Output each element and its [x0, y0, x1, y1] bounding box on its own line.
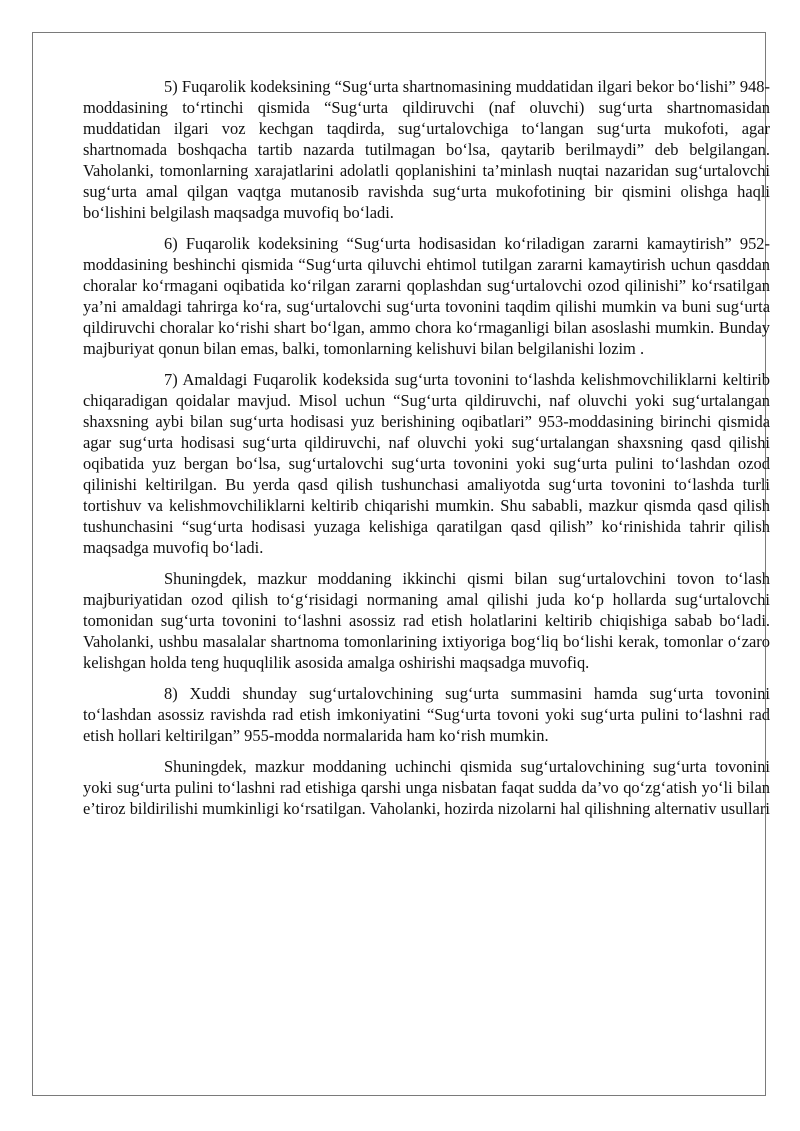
paragraph-item-7-continued: Shuningdek, mazkur moddaning ikkinchi qismi bilan sug‘urtalovchini tovon to‘lash majburiyatidan ozod qilish to‘g‘risidagi normaning amal qilishi juda ko‘p hollarda sug‘urtalovchi tomonidan sug‘urta tovonini to‘lashni asossiz rad etish holatlarini keltirib chiqishiga sabab bo‘ladi. Vaholanki, ushbu masalalar shartnoma tomonlarining ixtiyoriga bog‘liq bo‘lishi kerak, tomonlar o‘zaro kelishgan holda teng huquqlilik asosida amalga oshirishi maqsadga muvofiq.	[83, 569, 770, 672]
paragraph-item-7: 7) Amaldagi Fuqarolik kodeksida sug‘urta tovonini to‘lashda kelishmovchiliklarni keltirib chiqaradigan qoidalar mavjud. Misol uchun “Sug‘urta qildiruvchi, naf oluvchi yoki sug‘urtalangan shaxsning aybi bilan sug‘urta hodisasi yuz berishining oqibatlari” 953-moddasining birinchi qismida agar sug‘urta hodisasi sug‘urta qildiruvchi, naf oluvchi yoki sug‘urtalangan shaxsning qasd qilishi oqibatida yuz bergan bo‘lsa, sug‘urtalovchi sug‘urta tovonini yoki sug‘urta pulini to‘lashdan ozod qilinishi keltirilgan. Bu yerda qasd qilish tushunchasi amaliyotda sug‘urta tovonini to‘lashda turli tortishuv va kelishmovchiliklarni keltirib chiqarishi mumkin. Shu sababli, mazkur qismda qasd qilish tushunchasini “sug‘urta hodisasi yuzaga kelishiga qaratilgan qasd qilish” ko‘rinishida tahrir qilish maqsadga muvofiq bo‘ladi.	[83, 370, 770, 557]
document-body	[83, 76, 770, 819]
paragraph-item-8-continued: Shuningdek, mazkur moddaning uchinchi qismida sug‘urtalovchining sug‘urta tovonini yoki sug‘urta pulini to‘lashni rad etishiga qarshi unga nisbatan faqat sudda da’vo qo‘zg‘atish yo‘li bilan e’tiroz bildirilishi mumkinligi ko‘rsatilgan. Vaholanki, hozirda nizolarni hal qilishning alternativ usullari	[83, 757, 770, 818]
paragraph-item-5: 5) Fuqarolik kodeksining “Sug‘urta shartnomasining muddatidan ilgari bekor bo‘lishi” 948-moddasining to‘rtinchi qismida “Sug‘urta qildiruvchi (naf oluvchi) sug‘urta shartnomasidan muddatidan ilgari voz kechgan taqdirda, sug‘urtalovchiga to‘langan sug‘urta mukofoti, agar shartnomada boshqacha tartib nazarda tutilmagan bo‘lsa, qaytarib berilmaydi” deb belgilangan. Vaholanki, tomonlarning xarajatlarini adolatli qoplanishini ta’minlash nuqtai nazaridan sug‘urtalovchi sug‘urta amal qilgan vaqtga mutanosib ravishda sug‘urta mukofotining bir qismini olishga haqli bo‘lishini belgilash maqsadga muvofiq bo‘ladi.	[83, 77, 770, 222]
paragraph-item-6: 6) Fuqarolik kodeksining “Sug‘urta hodisasidan ko‘riladigan zararni kamaytirish” 952-moddasining beshinchi qismida “Sug‘urta qiluvchi ehtimol tutilgan zararni kamaytirish uchun qasddan choralar ko‘rmagani oqibatida ko‘rilgan zararni qoplashdan sug‘urtalovchi ozod qilinishi” ko‘rsatilgan ya’ni amaldagi tahrirga ko‘ra, sug‘urtalovchi sug‘urta tovonini taqdim qilishi mumkin va buni sug‘urta qildiruvchi choralar ko‘rishi shart bo‘lgan, ammo chora ko‘rmaganligi bilan asoslashi mumkin. Bunday majburiyat qonun bilan emas, balki, tomonlarning kelishuvi bilan belgilanishi lozim .	[83, 234, 770, 358]
paragraph-item-8: 8) Xuddi shunday sug‘urtalovchining sug‘urta summasini hamda sug‘urta tovonini to‘lashdan asossiz ravishda rad etish imkoniyatini “Sug‘urta tovoni yoki sug‘urta pulini to‘lashni rad etish hollari keltirilgan” 955-modda normalarida ham ko‘rish mumkin.	[83, 684, 770, 745]
